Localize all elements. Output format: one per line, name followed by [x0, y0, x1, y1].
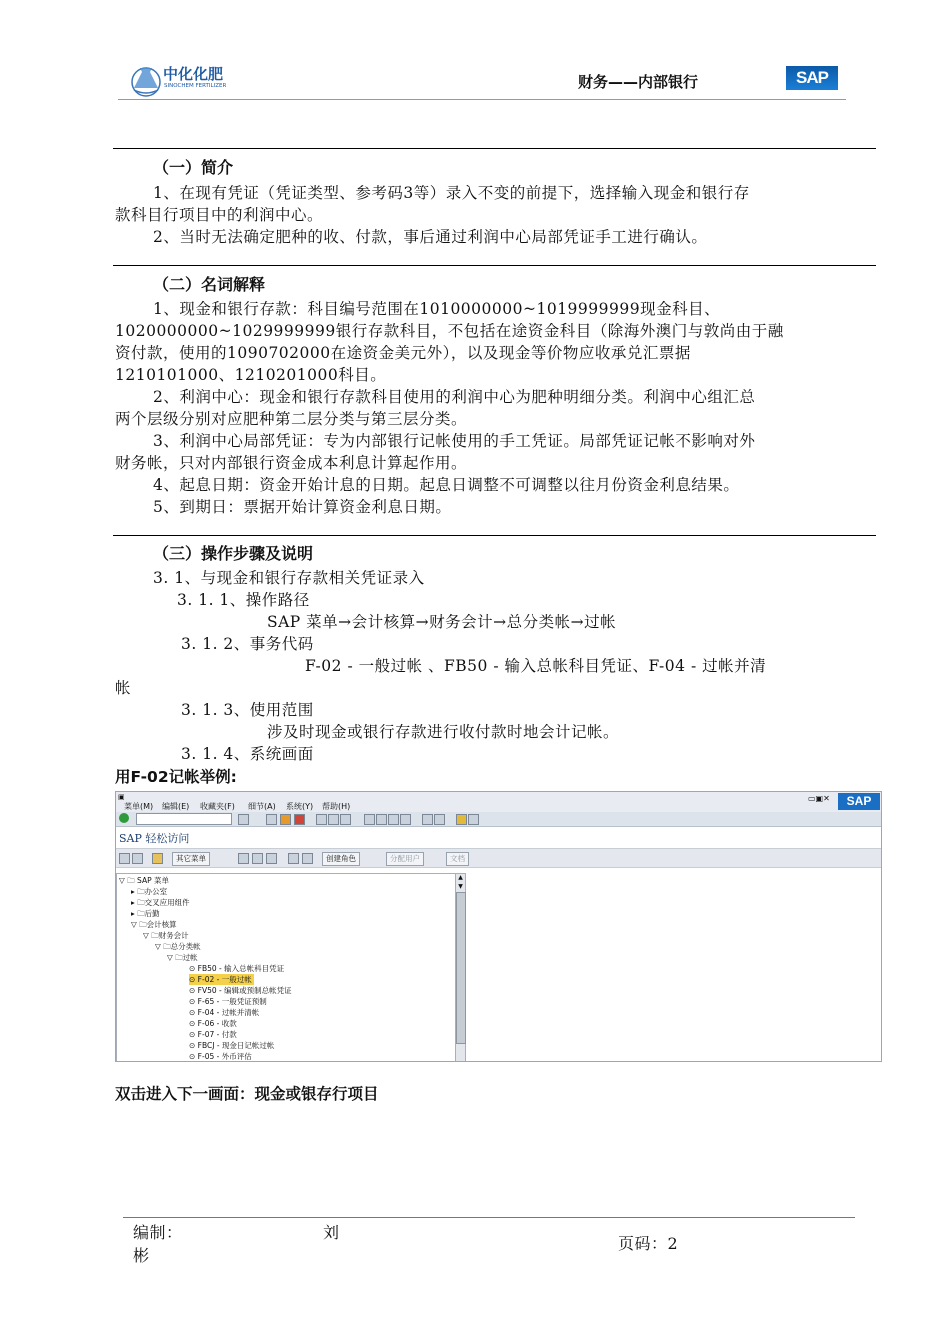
window-icon: ▣ [118, 793, 125, 801]
first-page-icon[interactable] [364, 814, 375, 825]
exit-icon[interactable] [266, 814, 277, 825]
paragraph-line: 1、现金和银行存款：科目编号范围在1010000000~1019999999现金科目、 [153, 300, 721, 318]
window-controls-icon[interactable]: ▭▣✕ [808, 794, 830, 803]
layout-icon[interactable] [468, 814, 479, 825]
favorites-icon[interactable] [152, 853, 163, 864]
paragraph-line: 财务帐，只对内部银行资金成本利息计算起作用。 [115, 454, 468, 472]
step-line: F-02 - 一般过帐 、FB50 - 输入总帐科目凭证、F-04 - 过帐并清 [305, 657, 767, 675]
right-blank-pane [468, 873, 881, 1061]
sap-titlebar [116, 827, 881, 847]
add-favorite-icon[interactable] [238, 853, 249, 864]
section-rule [113, 535, 876, 536]
menu-item[interactable]: 收藏夹(F) [200, 802, 235, 811]
tree-node[interactable]: ▽ 🗀财务会计 [143, 931, 189, 940]
company-logo [128, 60, 238, 98]
tree-transaction[interactable]: ⊙ F-05 - 外币评估 [189, 1052, 252, 1061]
paragraph-line: 3、利润中心局部凭证：专为内部银行记帐使用的手工凭证。局部凭证记帐不影响对外 [153, 432, 756, 450]
next-screen-note: 双击进入下一画面：现金或银存行项目 [115, 1085, 379, 1103]
step-line: 3. 1. 2、事务代码 [181, 635, 314, 653]
step-line: 3. 1、与现金和银行存款相关凭证录入 [153, 569, 425, 587]
logo-text: 中化化肥 [163, 65, 224, 83]
tree-transaction[interactable]: ⊙ FBCJ - 现金日记帐过帐 [189, 1041, 275, 1050]
example-label: 用F-02记帐举例: [115, 768, 237, 786]
section-rule [113, 265, 876, 266]
header-title: 财务——内部银行 [578, 73, 699, 91]
assign-user-button[interactable]: 分配用户 [386, 852, 424, 866]
logo-subtext: SINOCHEM FERTILIZER [164, 83, 227, 89]
docs-button[interactable]: 文档 [446, 852, 469, 866]
find-icon[interactable] [328, 814, 339, 825]
paragraph-line: 1、在现有凭证（凭证类型、参考码3等）录入不变的前提下，选择输入现金和银行存 [153, 184, 750, 202]
enter-check-icon[interactable] [119, 813, 129, 823]
editor-name: 刘 [323, 1223, 340, 1242]
tree-transaction[interactable]: ⊙ FB50 - 输入总帐科目凭证 [189, 964, 285, 973]
sap-standard-toolbar [116, 812, 881, 827]
paragraph-line: 资付款，使用的1090702000在途资金美元外），以及现金等价物应收承兑汇票据 [115, 344, 691, 362]
delete-favorite-icon[interactable] [252, 853, 263, 864]
paragraph-line: 5、到期日：票据开始计算资金利息日期。 [153, 498, 452, 516]
sap-menu-icon[interactable] [132, 853, 143, 864]
tree-transaction[interactable]: ⊙ FV50 - 编辑或预制总帐凭证 [189, 986, 292, 995]
command-field[interactable] [136, 813, 232, 825]
editor-label: 编制： [133, 1223, 183, 1242]
cancel-icon[interactable] [280, 814, 291, 825]
tree-node[interactable]: ▸ 🗀后勤 [131, 909, 160, 918]
section-heading-steps: （三）操作步骤及说明 [153, 544, 314, 563]
tree-node[interactable]: ▽ 🗀总分类帐 [155, 942, 201, 951]
section-heading-terms: （二）名词解释 [153, 275, 266, 294]
tree-node[interactable]: ▽ 🗀 SAP 菜单 [119, 876, 169, 885]
move-down-icon[interactable] [288, 853, 299, 864]
menu-item[interactable]: 细节(A) [248, 802, 276, 811]
page-number: 页码：2 [618, 1234, 679, 1253]
sap-application-toolbar [116, 848, 881, 868]
step-line: 帐 [115, 679, 132, 697]
next-page-icon[interactable] [388, 814, 399, 825]
header-rule [118, 99, 846, 100]
tree-node[interactable]: ▽ 🗀会计核算 [131, 920, 177, 929]
back-icon[interactable] [238, 814, 249, 825]
step-line: 3. 1. 1、操作路径 [177, 591, 310, 609]
paragraph-line: 款科目行项目中的利润中心。 [115, 206, 324, 224]
new-session-icon[interactable] [422, 814, 433, 825]
section-rule [113, 148, 876, 149]
sap-logo: SAP [786, 66, 838, 90]
tree-transaction[interactable]: ⊙ F-07 - 付款 [189, 1030, 237, 1039]
tree-transaction[interactable]: ⊙ F-65 - 一般凭证预制 [189, 997, 267, 1006]
other-menu-button[interactable]: 其它菜单 [172, 852, 210, 866]
tree-node[interactable]: ▽ 🗀过帐 [167, 953, 198, 962]
sap-screenshot [115, 791, 882, 1062]
sap-window-logo: SAP [838, 793, 880, 810]
user-menu-icon[interactable] [119, 853, 130, 864]
step-line: 涉及时现金或银行存款进行收付款时地会计记帐。 [267, 723, 620, 741]
edit-icon[interactable] [266, 853, 277, 864]
step-line: 3. 1. 4、系统画面 [181, 745, 314, 763]
find-next-icon[interactable] [340, 814, 351, 825]
sap-menu-tree [116, 873, 466, 1062]
paragraph-line: 2、利润中心：现金和银行存款科目使用的利润中心为肥种明细分类。利润中心组汇总 [153, 388, 756, 406]
screen-title: SAP 轻松访问 [119, 832, 190, 845]
scroll-up-icon[interactable]: ▲ [458, 874, 463, 881]
tree-scrollbar[interactable] [455, 874, 465, 1061]
stop-icon[interactable] [294, 814, 305, 825]
paragraph-line: 两个层级分别对应肥种第二层分类与第三层分类。 [115, 410, 468, 428]
editor-name-cont: 彬 [133, 1246, 150, 1265]
tree-node[interactable]: ▸ 🗀办公室 [131, 887, 168, 896]
create-role-button[interactable]: 创建角色 [322, 852, 360, 866]
shortcut-icon[interactable] [434, 814, 445, 825]
menu-item[interactable]: 菜单(M) [124, 802, 154, 811]
scroll-down-icon[interactable]: ▼ [458, 883, 463, 890]
tree-transaction[interactable]: ⊙ F-04 - 过帐并清帐 [189, 1008, 260, 1017]
section-heading-intro: （一）简介 [153, 158, 234, 177]
tree-node[interactable]: ▸ 🗀交叉应用组件 [131, 898, 190, 907]
tree-transaction[interactable]: ⊙ F-06 - 收款 [189, 1019, 237, 1028]
paragraph-line: 1210101000、1210201000科目。 [115, 366, 387, 384]
prev-page-icon[interactable] [376, 814, 387, 825]
paragraph-line: 1020000000~1029999999银行存款科目，不包括在途资金科目（除海外澳门与敦尚由于融 [115, 322, 784, 340]
last-page-icon[interactable] [400, 814, 411, 825]
step-line: SAP 菜单→会计核算→财务会计→总分类帐→过帐 [267, 613, 617, 631]
print-icon[interactable] [316, 814, 327, 825]
sap-menubar [116, 792, 881, 812]
move-up-icon[interactable] [302, 853, 313, 864]
help-icon[interactable] [456, 814, 467, 825]
scrollbar-thumb[interactable] [456, 892, 466, 1044]
menu-item[interactable]: 帮助(H) [322, 802, 351, 811]
menu-item[interactable]: 系统(Y) [286, 802, 314, 811]
paragraph-line: 4、起息日期：资金开始计息的日期。起息日调整不可调整以往月份资金利息结果。 [153, 476, 740, 494]
menu-item[interactable]: 编辑(E) [162, 802, 190, 811]
footer-rule [123, 1217, 855, 1218]
step-line: 3. 1. 3、使用范围 [181, 701, 314, 719]
tree-transaction-selected[interactable]: ⊙ F-02 - 一般过帐 [189, 975, 252, 984]
paragraph-line: 2、当时无法确定肥种的收、付款，事后通过利润中心局部凭证手工进行确认。 [153, 228, 708, 246]
